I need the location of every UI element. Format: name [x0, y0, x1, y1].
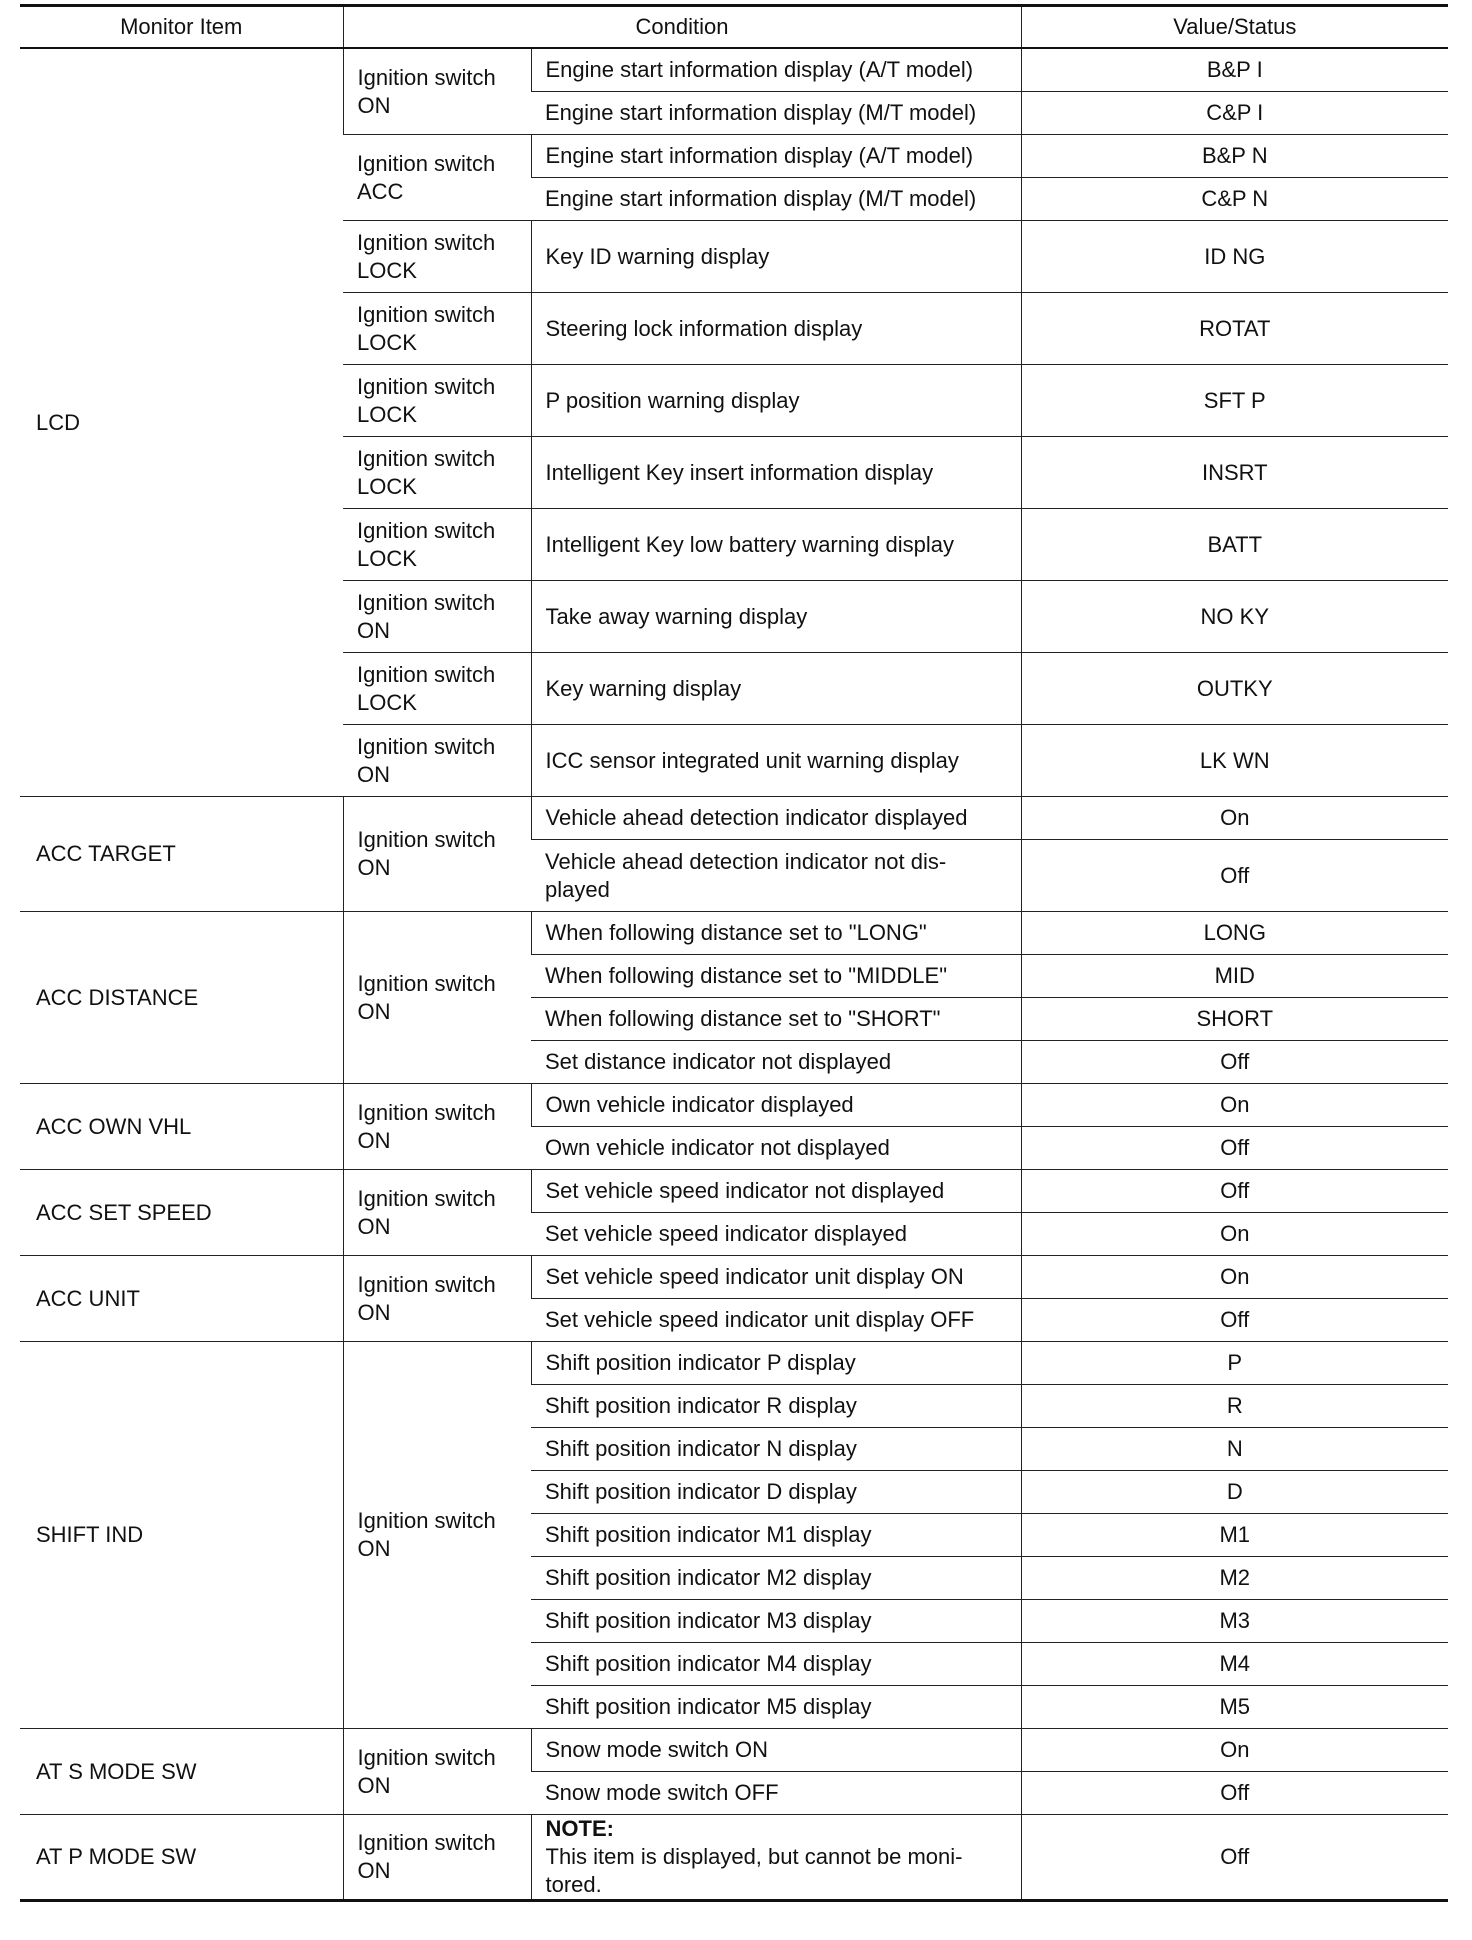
- ignition-switch-cell: Ignition switch ON: [343, 1256, 531, 1342]
- ignition-switch-cell: Ignition switch ON: [343, 1729, 531, 1815]
- condition-cell: Set distance indicator not displayed: [531, 1041, 1021, 1084]
- monitor-item-shift-ind: SHIFT IND: [20, 1342, 343, 1729]
- table-row: [20, 1256, 1448, 1299]
- condition-cell: Intelligent Key low battery warning display: [531, 509, 1021, 581]
- value-cell: On: [1021, 1084, 1448, 1127]
- monitor-item-acc-set-speed: ACC SET SPEED: [20, 1170, 343, 1256]
- condition-cell: Engine start information display (M/T model): [531, 92, 1021, 135]
- condition-cell: Take away warning display: [531, 581, 1021, 653]
- value-cell: On: [1021, 1213, 1448, 1256]
- table-row: [20, 1729, 1448, 1772]
- value-cell: M4: [1021, 1643, 1448, 1686]
- condition-cell: Vehicle ahead detection indicator not dis-played: [531, 840, 1021, 912]
- ignition-switch-cell: Ignition switch ON: [343, 725, 531, 797]
- condition-cell: Shift position indicator P display: [531, 1342, 1021, 1385]
- monitor-item-table: [20, 4, 1448, 1902]
- monitor-item-lcd: LCD: [20, 48, 343, 797]
- value-cell: D: [1021, 1471, 1448, 1514]
- condition-cell: Shift position indicator N display: [531, 1428, 1021, 1471]
- table-row: [20, 1084, 1448, 1127]
- note-cell: [531, 1815, 1021, 1901]
- value-cell: Off: [1021, 840, 1448, 912]
- table-row: [20, 1342, 1448, 1385]
- monitor-table-container: [20, 4, 1448, 1902]
- value-cell: Off: [1021, 1041, 1448, 1084]
- condition-cell: Shift position indicator M3 display: [531, 1600, 1021, 1643]
- ignition-switch-cell: Ignition switch ON: [343, 1342, 531, 1729]
- condition-cell: Shift position indicator R display: [531, 1385, 1021, 1428]
- value-cell: MID: [1021, 955, 1448, 998]
- ignition-switch-cell: Ignition switch ACC: [343, 135, 531, 221]
- condition-cell: Snow mode switch ON: [531, 1729, 1021, 1772]
- value-cell: Off: [1021, 1772, 1448, 1815]
- table-row: [20, 797, 1448, 840]
- condition-cell: Engine start information display (M/T model): [531, 178, 1021, 221]
- table-row: [20, 48, 1448, 92]
- value-cell: N: [1021, 1428, 1448, 1471]
- condition-cell: Snow mode switch OFF: [531, 1772, 1021, 1815]
- value-cell: P: [1021, 1342, 1448, 1385]
- value-cell: ROTAT: [1021, 293, 1448, 365]
- monitor-item-acc-target: ACC TARGET: [20, 797, 343, 912]
- condition-cell: Shift position indicator D display: [531, 1471, 1021, 1514]
- value-cell: M2: [1021, 1557, 1448, 1600]
- monitor-item-at-p-mode-sw: AT P MODE SW: [20, 1815, 343, 1901]
- condition-cell: Set vehicle speed indicator unit display OFF: [531, 1299, 1021, 1342]
- condition-cell: P position warning display: [531, 365, 1021, 437]
- value-cell: R: [1021, 1385, 1448, 1428]
- value-cell: Off: [1021, 1127, 1448, 1170]
- value-cell: M3: [1021, 1600, 1448, 1643]
- header-value-status: Value/Status: [1021, 6, 1448, 49]
- value-cell: On: [1021, 1729, 1448, 1772]
- condition-cell: Engine start information display (A/T model): [531, 135, 1021, 178]
- condition-cell: Key ID warning display: [531, 221, 1021, 293]
- condition-cell: When following distance set to "LONG": [531, 912, 1021, 955]
- ignition-switch-cell: Ignition switch ON: [343, 1084, 531, 1170]
- ignition-switch-cell: Ignition switch LOCK: [343, 221, 531, 293]
- ignition-switch-cell: Ignition switch ON: [343, 48, 531, 135]
- monitor-item-acc-distance: ACC DISTANCE: [20, 912, 343, 1084]
- value-cell: LK WN: [1021, 725, 1448, 797]
- value-cell: C&P N: [1021, 178, 1448, 221]
- condition-cell: Intelligent Key insert information display: [531, 437, 1021, 509]
- value-cell: M5: [1021, 1686, 1448, 1729]
- value-cell: On: [1021, 797, 1448, 840]
- value-cell: SFT P: [1021, 365, 1448, 437]
- ignition-switch-cell: Ignition switch LOCK: [343, 653, 531, 725]
- note-text: This item is displayed, but cannot be moni-tored.: [545, 1844, 963, 1897]
- condition-cell: Own vehicle indicator displayed: [531, 1084, 1021, 1127]
- value-cell: On: [1021, 1256, 1448, 1299]
- table-row: [20, 1170, 1448, 1213]
- condition-cell: Shift position indicator M2 display: [531, 1557, 1021, 1600]
- condition-cell: Shift position indicator M4 display: [531, 1643, 1021, 1686]
- value-cell: B&P I: [1021, 48, 1448, 92]
- value-cell: Off: [1021, 1815, 1448, 1901]
- value-cell: M1: [1021, 1514, 1448, 1557]
- monitor-item-acc-own-vhl: ACC OWN VHL: [20, 1084, 343, 1170]
- value-cell: Off: [1021, 1299, 1448, 1342]
- ignition-switch-cell: Ignition switch ON: [343, 1815, 531, 1901]
- note-title: NOTE:: [545, 1816, 614, 1841]
- condition-cell: When following distance set to "SHORT": [531, 998, 1021, 1041]
- ignition-switch-cell: Ignition switch LOCK: [343, 293, 531, 365]
- monitor-item-at-s-mode-sw: AT S MODE SW: [20, 1729, 343, 1815]
- value-cell: SHORT: [1021, 998, 1448, 1041]
- monitor-item-acc-unit: ACC UNIT: [20, 1256, 343, 1342]
- value-cell: NO KY: [1021, 581, 1448, 653]
- ignition-switch-cell: Ignition switch LOCK: [343, 509, 531, 581]
- condition-cell: ICC sensor integrated unit warning display: [531, 725, 1021, 797]
- ignition-switch-cell: Ignition switch ON: [343, 581, 531, 653]
- header-monitor-item: Monitor Item: [20, 6, 343, 49]
- condition-cell: Set vehicle speed indicator not displayed: [531, 1170, 1021, 1213]
- table-row: [20, 912, 1448, 955]
- condition-cell: Engine start information display (A/T model): [531, 48, 1021, 92]
- ignition-switch-cell: Ignition switch LOCK: [343, 437, 531, 509]
- condition-cell: Vehicle ahead detection indicator displayed: [531, 797, 1021, 840]
- condition-cell: Shift position indicator M1 display: [531, 1514, 1021, 1557]
- value-cell: OUTKY: [1021, 653, 1448, 725]
- condition-cell: Own vehicle indicator not displayed: [531, 1127, 1021, 1170]
- ignition-switch-cell: Ignition switch ON: [343, 912, 531, 1084]
- ignition-switch-cell: Ignition switch ON: [343, 797, 531, 912]
- value-cell: LONG: [1021, 912, 1448, 955]
- condition-cell: Key warning display: [531, 653, 1021, 725]
- ignition-switch-cell: Ignition switch ON: [343, 1170, 531, 1256]
- header-condition: Condition: [343, 6, 1021, 49]
- condition-cell: Set vehicle speed indicator unit display ON: [531, 1256, 1021, 1299]
- value-cell: ID NG: [1021, 221, 1448, 293]
- condition-cell: Set vehicle speed indicator displayed: [531, 1213, 1021, 1256]
- ignition-switch-cell: Ignition switch LOCK: [343, 365, 531, 437]
- condition-cell: Shift position indicator M5 display: [531, 1686, 1021, 1729]
- value-cell: C&P I: [1021, 92, 1448, 135]
- value-cell: INSRT: [1021, 437, 1448, 509]
- table-header-row: [20, 6, 1448, 49]
- value-cell: BATT: [1021, 509, 1448, 581]
- value-cell: B&P N: [1021, 135, 1448, 178]
- value-cell: Off: [1021, 1170, 1448, 1213]
- condition-cell: When following distance set to "MIDDLE": [531, 955, 1021, 998]
- table-row: [20, 1815, 1448, 1901]
- condition-cell: Steering lock information display: [531, 293, 1021, 365]
